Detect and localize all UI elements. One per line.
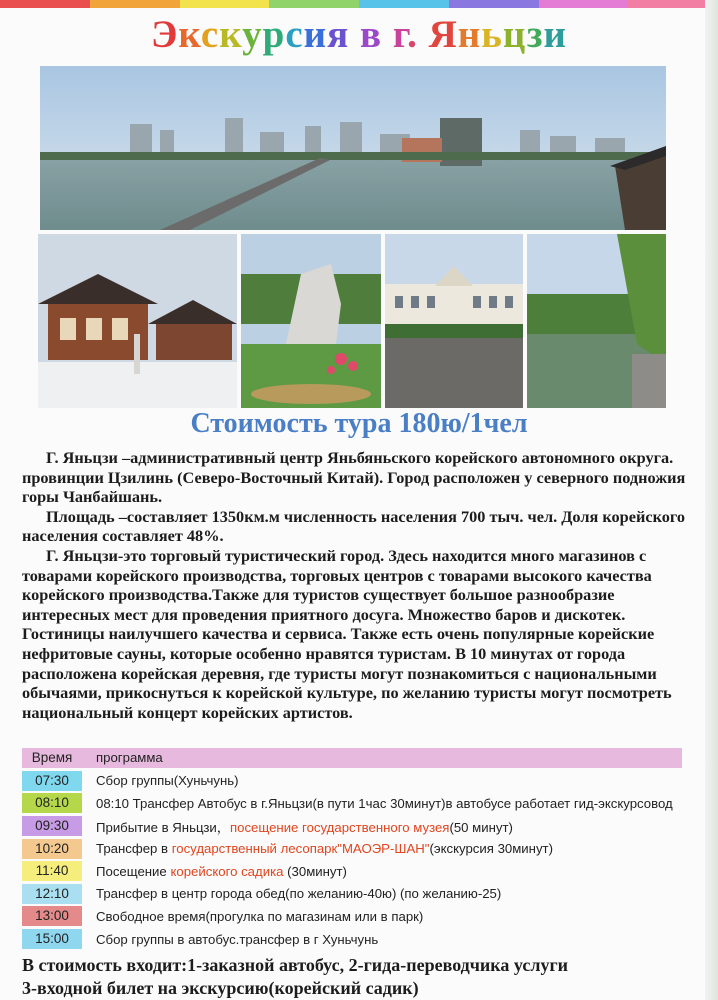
schedule-time: 07:30 <box>22 771 82 791</box>
paragraph: Площадь –составляет 1350км.м численность населения 700 тыч. чел. Доля корейского населения составляет 48%. <box>22 506 685 546</box>
monument-garden-photo <box>241 234 381 408</box>
title-char <box>382 13 393 56</box>
description-text: Свободное время(прогулка по магазинам или в парк) <box>96 908 424 924</box>
description-text <box>22 448 692 722</box>
strip-segment <box>359 0 449 8</box>
page-edge <box>705 0 718 1000</box>
schedule-description <box>82 796 673 811</box>
title-char: я <box>327 13 350 56</box>
included-info <box>22 954 712 1000</box>
title-char <box>349 13 360 56</box>
included-line-2: 3-входной билет на экскурсию(корейский садик) <box>22 978 419 998</box>
highlighted-place: корейского садика <box>170 863 284 879</box>
description-duration: (экскурсия 30минут) <box>429 841 553 857</box>
description-text: 08:10 Трансфер Автобус в г.Яньцзи(в пути 1час 30минут)в автобусе работает гид-экскурсовод <box>96 795 673 811</box>
title-char: г <box>392 13 408 56</box>
schedule-time: 12:10 <box>22 884 82 904</box>
schedule-description <box>82 886 501 901</box>
highlighted-place: государственный лесопарк"МАОЭР-ШАН" <box>171 841 430 857</box>
title-char: ь <box>481 13 503 56</box>
included-line-1: В стоимость входит:1-заказной автобус, 2-гида-переводчика услуги <box>22 955 568 975</box>
description-duration: (50 минут) <box>449 819 513 835</box>
title-char: к <box>219 13 243 56</box>
schedule-row <box>22 928 682 951</box>
schedule-time: 08:10 <box>22 793 82 813</box>
schedule-time: 15:00 <box>22 929 82 949</box>
schedule-description <box>82 932 378 947</box>
title-char: у <box>242 13 263 56</box>
header-program: программа <box>82 748 682 768</box>
title-char: з <box>526 13 544 56</box>
schedule-description <box>82 864 347 879</box>
description-text: Сбор группы в автобус.трансфер в г Хуньчунь <box>96 931 379 947</box>
city-panorama-photo <box>40 66 666 230</box>
museum-building-photo <box>385 234 523 408</box>
title-char: и <box>303 13 328 56</box>
top-color-strip <box>0 0 718 8</box>
description-text: Трансфер в <box>96 841 172 857</box>
schedule-row <box>22 815 682 838</box>
title-char <box>418 13 429 56</box>
strip-segment <box>539 0 629 8</box>
title-char: Я <box>428 13 458 56</box>
schedule-row <box>22 883 682 906</box>
korean-house-photo <box>38 234 237 408</box>
schedule-row <box>22 905 682 928</box>
schedule-description <box>82 773 239 788</box>
title-char: к <box>178 13 201 56</box>
page-title <box>0 12 718 57</box>
schedule-row <box>22 770 682 793</box>
title-char: р <box>262 13 286 56</box>
schedule-time: 11:40 <box>22 861 82 881</box>
strip-segment <box>90 0 180 8</box>
title-char: ц <box>502 13 527 56</box>
schedule-time: 09:30 <box>22 816 82 836</box>
header-time: Время <box>22 748 82 768</box>
schedule-description <box>82 817 513 836</box>
schedule-row <box>22 860 682 883</box>
title-char: с <box>200 13 220 56</box>
strip-segment <box>0 0 90 8</box>
description-text: Прибытие в Яньцзи， <box>96 819 230 835</box>
description-text: Сбор группы(Хуньчунь) <box>96 773 239 789</box>
title-char: с <box>285 13 304 56</box>
schedule-time: 10:20 <box>22 839 82 859</box>
paragraph: Г. Яньцзи –административный центр Яньбяньского корейского автономного округа. провинции Цзилинь (Северо-Восточный Китай). Город расположен у северного подножия горы Чанбайшань. <box>22 448 686 507</box>
strip-segment <box>180 0 270 8</box>
schedule-time: 13:00 <box>22 906 82 926</box>
description-text: Посещение <box>96 863 171 879</box>
description-text: Трансфер в центр города обед(по желанию-40ю) (по желанию-25) <box>96 886 502 902</box>
schedule-row <box>22 837 682 860</box>
title-char: и <box>543 13 568 56</box>
strip-segment <box>269 0 359 8</box>
description-duration: (30минут) <box>283 863 347 879</box>
paragraph: Г. Яньцзи-это торговый туристический город. Здесь находится много магазинов с товарами корейского производства, торговых центров с товарами высокого качества корейского производства.Также для туристов существует большое разнообразие интересных мест для проведения приятного досуга. Множество баров и дискотек. Гостиницы наилучшего качества и сервиса. Также есть очень популярные корейские нефритовые сауны, которые особенно нравятся туристам. В 10 минутах от города расположена корейская деревня, где туристы могут познакомиться с национальными обычаями, прикоснуться к корейской культуре, по желанию туристы могут посмотреть национальный концерт корейских артистов. <box>22 545 672 722</box>
schedule-table <box>22 747 682 950</box>
tour-price: Стоимость тура 180ю/1чел <box>190 408 528 439</box>
strip-segment <box>449 0 539 8</box>
schedule-row <box>22 792 682 815</box>
schedule-description <box>82 909 423 924</box>
title-char: н <box>457 13 482 56</box>
schedule-header <box>22 747 682 770</box>
title-char: Э <box>150 13 179 56</box>
schedule-description <box>82 841 553 856</box>
park-lake-photo <box>527 234 666 408</box>
title-char: в <box>360 13 383 56</box>
highlighted-place: посещение государственного музея <box>229 819 450 835</box>
title-char: . <box>407 13 418 56</box>
